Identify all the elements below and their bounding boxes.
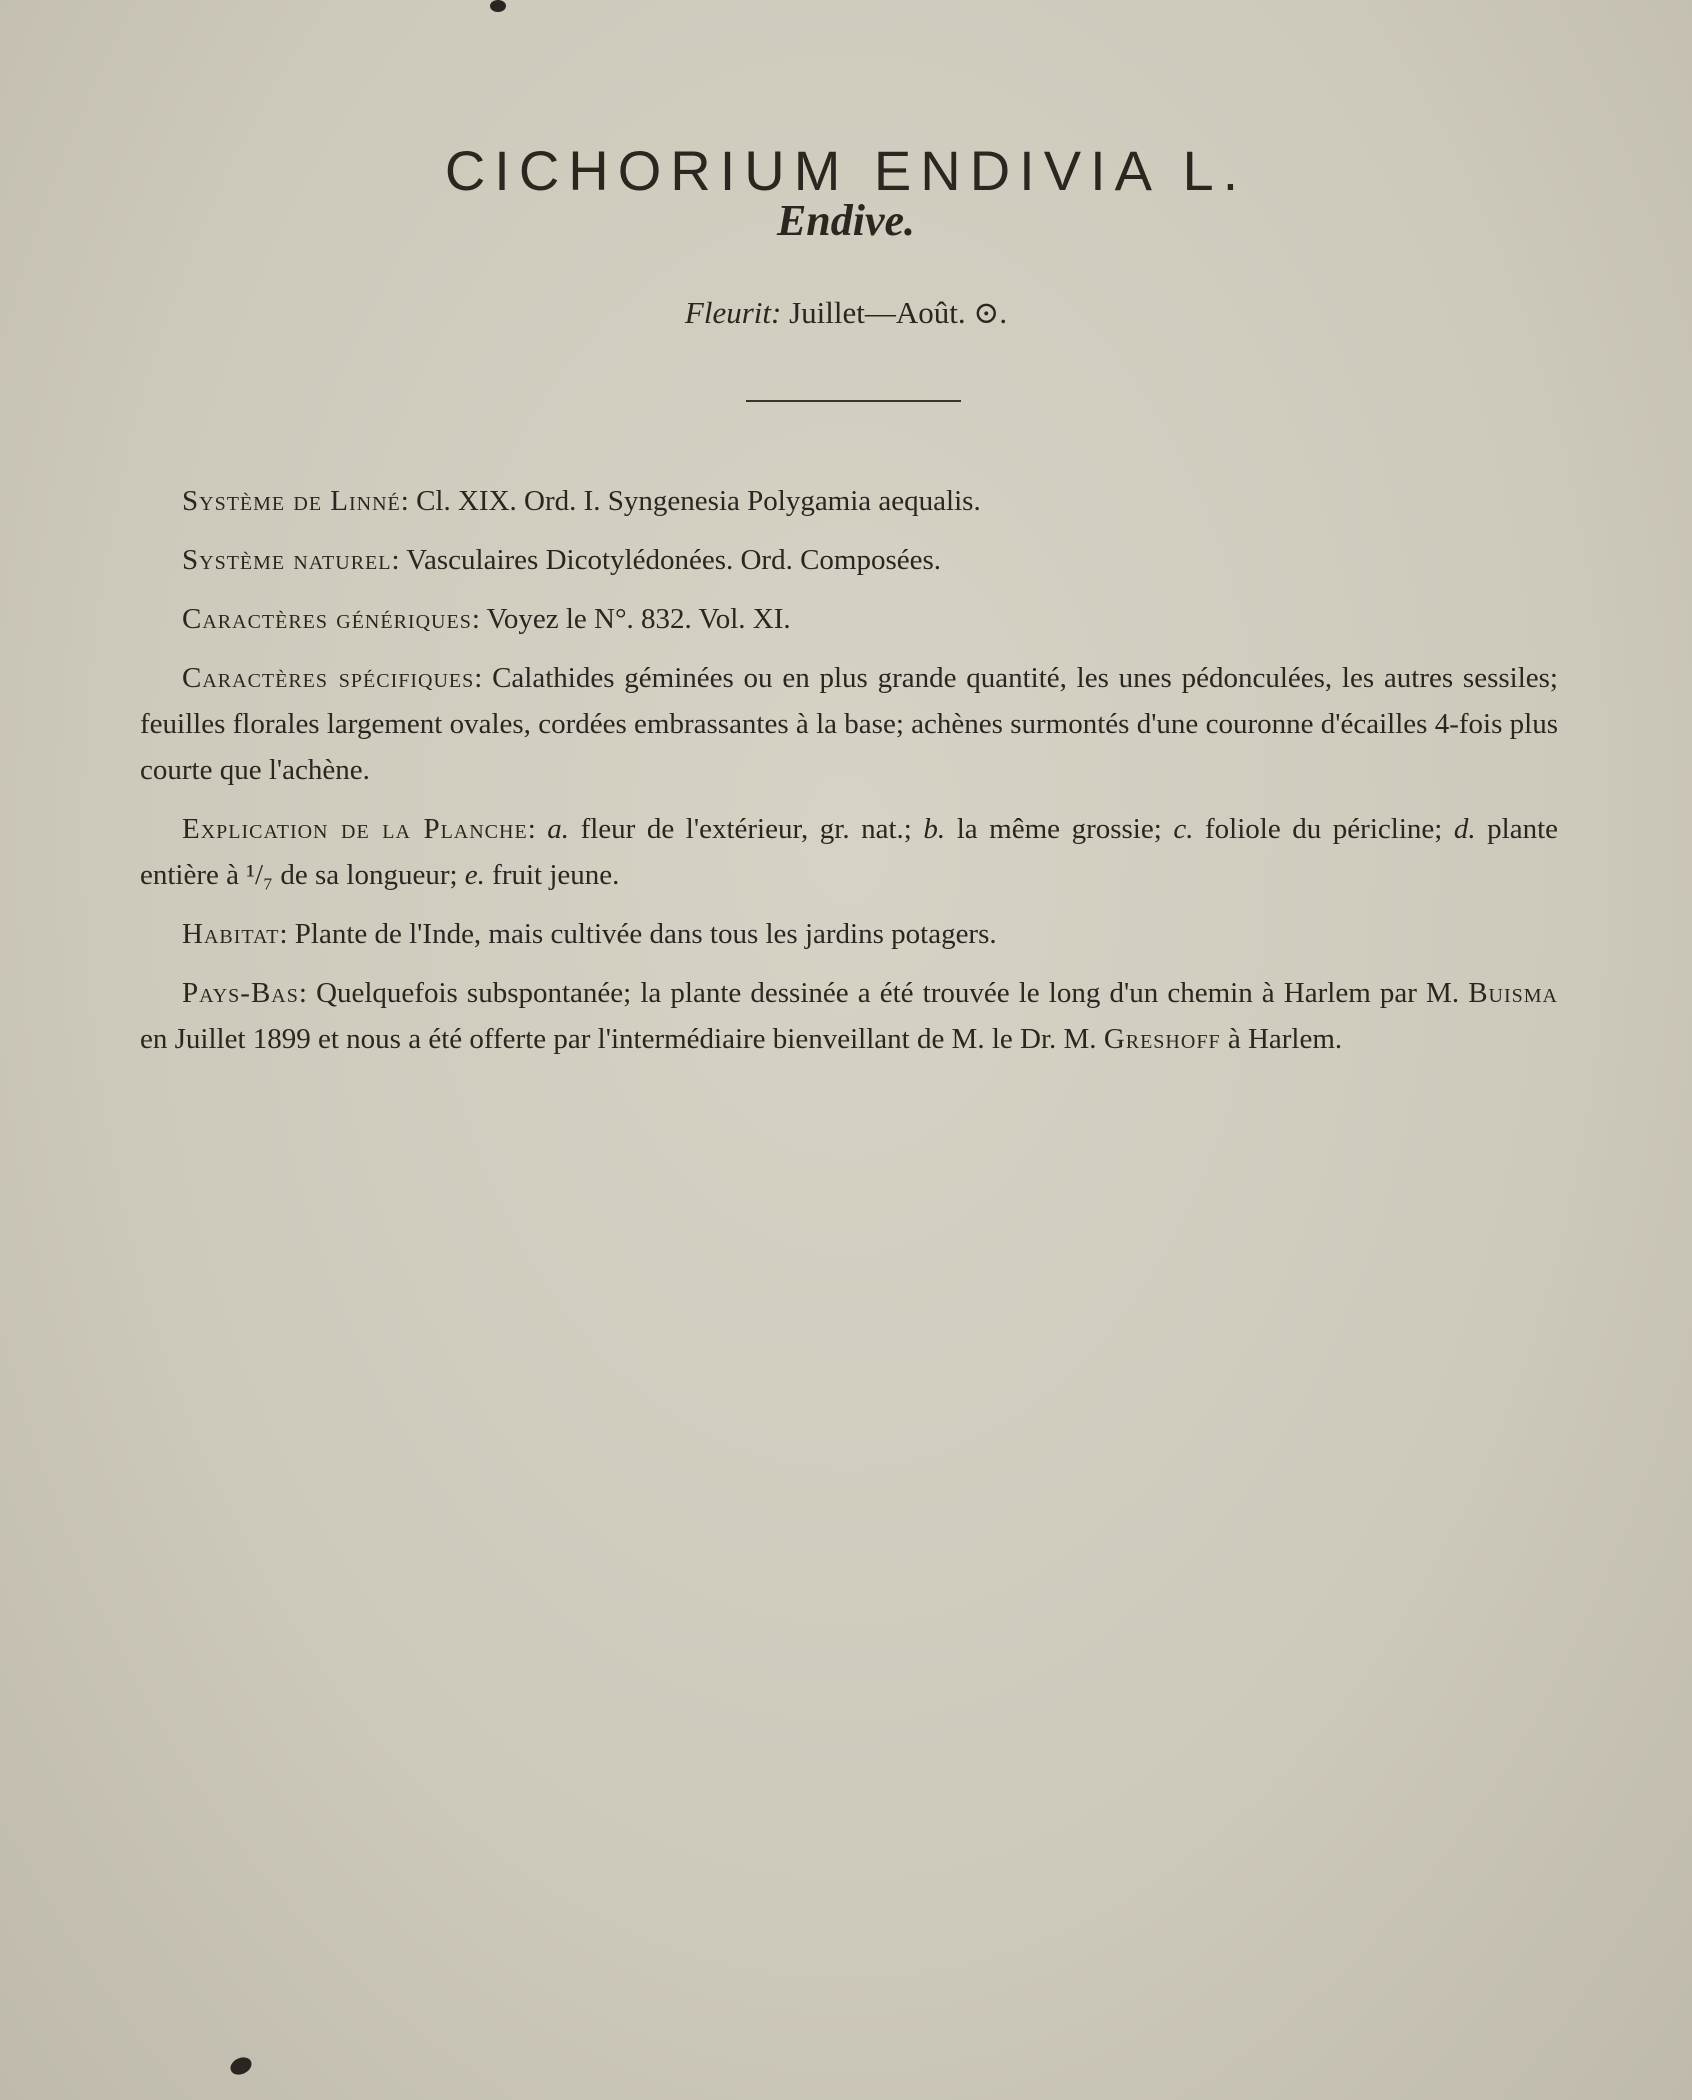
paragraph-paysbas: Pays-Bas: Quelquefois subspontanée; la plante dessinée a été trouvée le long d'un chemin à Harlem par M. Buisma en Juillet 1899 et nous a été offerte par l'intermédiaire bienveillant de M. le Dr. M. Greshoff à Harlem. — [140, 977, 1558, 1055]
paragraph-generiques: Caractères génériques: Voyez le N°. 832. Vol. XI. — [182, 603, 791, 635]
name-buisma: Buisma — [1468, 977, 1558, 1009]
text-a: fleur de l'extérieur, gr. nat.; — [580, 813, 912, 845]
ink-spot-top — [490, 0, 506, 12]
text-habitat: Plante de l'Inde, mais cultivée dans tous les jardins potagers. — [294, 918, 997, 950]
key-b: b. — [923, 813, 946, 845]
common-name: Endive. — [776, 196, 916, 245]
key-d: d. — [1453, 813, 1476, 845]
text-naturel: Vasculaires Dicotylédonées. Ord. Composées. — [406, 544, 942, 576]
flowering-line — [0, 295, 1692, 331]
flowering-label: Fleurit: — [684, 295, 782, 330]
paragraph-naturel: Système naturel: Vasculaires Dicotylédonées. Ord. Composées. — [182, 544, 942, 576]
key-e: e. — [464, 859, 485, 891]
key-a: a. — [547, 813, 570, 845]
label-paysbas: Pays-Bas — [182, 977, 299, 1009]
label-generiques: Caractères génériques — [182, 603, 472, 635]
text-e: fruit jeune. — [492, 859, 620, 891]
paragraph-planche: Explication de la Planche: a. fleur de l'extérieur, gr. nat.; b. la même grossie; c. foliole du péricline; d. plante entière à ¹/₇ de sa longueur; e. fruit jeune. — [140, 813, 1559, 891]
label-naturel: Système naturel — [182, 544, 392, 576]
text-specifiques: Calathides géminées ou en plus grande quantité, les unes pédonculées, les autres sessiles; feuilles florales largement ovales, cordées embrassantes à la base; achènes surmontés d'une couronne d'écailles 4-fois plus courte que l'achène. — [140, 662, 1558, 786]
divider-rule — [746, 400, 961, 402]
species-title: CICHORIUM ENDIVIA L. — [444, 138, 1248, 202]
name-greshoff: Greshoff — [1103, 1023, 1221, 1055]
flowering-value: Juillet—Août. ⊙. — [789, 295, 1008, 330]
description-body — [140, 478, 1558, 1075]
label-linne: Système de Linné — [182, 485, 401, 517]
text-paysbas-2: en Juillet 1899 et nous a été offerte par l'intermédiaire bienveillant de M. le Dr. M. — [140, 1023, 1097, 1055]
key-c: c. — [1173, 813, 1194, 845]
text-generiques: Voyez le N°. 832. Vol. XI. — [486, 603, 791, 635]
text-c: foliole du péricline; — [1205, 813, 1443, 845]
paragraph-specifiques: Caractères spécifiques: Calathides géminées ou en plus grande quantité, les unes pédonculées, les autres sessiles; feuilles florales largement ovales, cordées embrassantes à la base; achènes surmontés d'une couronne d'écailles 4-fois plus courte que l'achène. — [140, 662, 1558, 786]
paragraph-linne: Système de Linné: Cl. XIX. Ord. I. Syngenesia Polygamia aequalis. — [182, 485, 981, 517]
text-b: la même grossie; — [956, 813, 1162, 845]
ink-spot-bottom — [228, 2054, 255, 2078]
label-habitat: Habitat — [182, 918, 280, 950]
text-linne: Cl. XIX. Ord. I. Syngenesia Polygamia aequalis. — [416, 485, 981, 517]
paragraph-habitat: Habitat: Plante de l'Inde, mais cultivée dans tous les jardins potagers. — [182, 918, 997, 950]
label-specifiques: Caractères spécifiques — [182, 662, 475, 694]
text-paysbas-1: Quelquefois subspontanée; la plante dessinée a été trouvée le long d'un chemin à Harlem par M. — [316, 977, 1460, 1009]
label-planche: Explication de la Planche — [182, 813, 528, 845]
text-paysbas-3: à Harlem. — [1227, 1023, 1343, 1055]
text-d: plante entière à ¹/₇ de sa longueur; — [140, 813, 1559, 891]
